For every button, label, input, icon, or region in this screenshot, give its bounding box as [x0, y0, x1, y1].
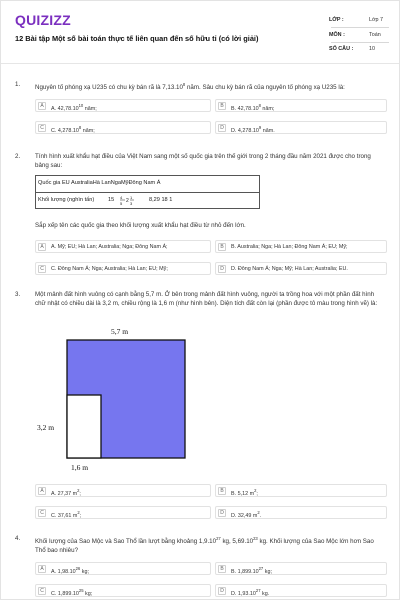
option-text: A. 27,37 $m^2$; — [51, 488, 81, 497]
header-divider — [1, 63, 400, 64]
meta-class-label: LỚP : — [329, 17, 344, 23]
option-text: A. 42,78.10$^{10}$ năm; — [51, 103, 97, 112]
option-text: B. 5,12 $m^2$; — [231, 488, 258, 497]
option-letter: D — [218, 509, 226, 517]
question-1-option-d[interactable] — [215, 121, 387, 134]
option-letter: B — [218, 102, 226, 110]
option-letter: B — [218, 243, 226, 251]
option-text: A. 1,98.10$^{26}$ kg; — [51, 566, 89, 575]
question-1-option-b[interactable] — [215, 99, 387, 112]
option-text: D. Đông Nam Á; Nga; Mỹ; Hà Lan; Australia; EU. — [231, 266, 348, 272]
flower-bed-rectangle — [67, 395, 101, 458]
worksheet-title: 12 Bài tập Một số bài toán thực tế liên quan đến số hữu tỉ (có lời giải) — [15, 34, 259, 43]
table-header-row: Quốc gia EU AustraliaHà LanNgaMỹĐông Nam Á — [38, 180, 161, 186]
question-4-text: Khối lượng của Sao Mộc và Sao Thổ lần lượt bằng khoảng 1,9.10$^{27}$ kg, 5,69.10$^{23}$ kg. Khối lượng của Sao Mộc lớn hơn Sao Thổ bao nhiêu? — [35, 536, 374, 554]
svg-text:4: 4 — [120, 195, 123, 200]
option-text: D. 4,278.10$^9$ năm. — [231, 125, 275, 134]
question-3-option-a[interactable] — [35, 484, 211, 497]
question-1-option-c[interactable] — [35, 121, 211, 134]
meta-count-label: SỐ CÂU : — [329, 46, 354, 52]
question-3-text: Một mảnh đất hình vuông có cạnh bằng 5,7 m. Ở bên trong mảnh đất hình vuông, người ta trồng hoa với một phần đất hình chữ nhật có chiều dài là 3,2 m, chiều rộng là 1,6 m (như hình bên). Diện tích đất còn lại (phần được tô màu trong hình vẽ) là: — [35, 291, 378, 307]
question-4-option-d[interactable] — [215, 584, 387, 597]
option-letter: B — [218, 565, 226, 573]
rect-width-label: 1,6 m — [71, 463, 89, 472]
option-text: C. 37,61 $m^2$; — [51, 510, 82, 519]
option-letter: A — [38, 487, 46, 495]
question-1-option-a[interactable] — [35, 99, 211, 112]
question-2-prompt: Sắp xếp tên các quốc gia theo khối lượng xuất khẩu hạt điều từ nhỏ đến lớn. — [35, 222, 246, 229]
svg-text:2: 2 — [126, 198, 129, 204]
svg-text:1: 1 — [130, 195, 133, 200]
question-2-text: Tính hình xuất khẩu hạt điều của Việt Nam sang một số quốc gia trên thế giới trong 2 tháng đầu năm 2021 được cho trong bảng sau: — [35, 153, 371, 169]
meta-divider — [331, 27, 389, 28]
option-text: C. Đông Nam Á; Nga; Australia; Hà Lan; EU; Mỹ; — [51, 266, 168, 272]
option-letter: C — [38, 509, 46, 517]
meta-subject-value: Toán — [369, 32, 381, 38]
meta-count-value: 10 — [369, 46, 375, 52]
option-letter: A — [38, 243, 46, 251]
question-3-option-d[interactable] — [215, 506, 387, 519]
meta-class-value: Lớp 7 — [369, 17, 384, 23]
option-letter: C — [38, 587, 46, 595]
question-4-number: 4. — [15, 535, 21, 542]
table-row-values: 15 — [108, 197, 115, 203]
table-row-values-b: 8,29 18 1 — [149, 197, 173, 203]
option-text: D. 1,93.10$^{27}$ kg. — [231, 588, 270, 597]
table-row-divider — [36, 192, 259, 193]
question-1-text: Nguyên tố phóng xạ U235 có chu kỳ bán rã là 7,13.10$^8$ năm. Sâu chu kỳ bán rã của nguyên tố phóng xạ U235 là: — [35, 82, 345, 92]
question-2-option-c[interactable] — [35, 262, 211, 275]
option-letter: C — [38, 265, 46, 273]
option-text: A. Mỹ; EU; Hà Lan; Australia; Nga; Đông Nam Á; — [51, 244, 168, 250]
quizizz-logo: QUIZIZZ — [15, 12, 71, 28]
question-3-number: 3. — [15, 291, 21, 298]
option-letter: D — [218, 587, 226, 595]
question-2-option-b[interactable] — [215, 240, 387, 253]
question-1-number: 1. — [15, 81, 21, 88]
side-length-label: 5,7 m — [111, 327, 129, 336]
question-4-option-a[interactable] — [35, 562, 211, 575]
question-3-option-c[interactable] — [35, 506, 211, 519]
question-2-option-a[interactable] — [35, 240, 211, 253]
option-text: C. 4,278.10$^8$ năm; — [51, 125, 95, 134]
option-text: D. 32,49 $m^2$. — [231, 510, 262, 519]
option-letter: C — [38, 124, 46, 132]
option-letter: D — [218, 124, 226, 132]
option-letter: B — [218, 487, 226, 495]
option-text: C. 1,899.10$^{25}$ kg; — [51, 588, 93, 597]
table-fraction-cluster — [120, 194, 134, 207]
meta-subject-label: MÔN : — [329, 32, 345, 38]
worksheet-header — [1, 1, 400, 63]
question-2-option-d[interactable] — [215, 262, 387, 275]
option-text: B. 42,78.10$^8$ năm; — [231, 103, 275, 112]
option-letter: A — [38, 565, 46, 573]
rect-length-label: 3,2 m — [37, 423, 55, 432]
export-table — [35, 175, 260, 209]
table-row-label: Khối lượng (nghìn tấn) — [38, 197, 95, 203]
svg-text:5: 5 — [120, 201, 123, 206]
question-3-option-b[interactable] — [215, 484, 387, 497]
option-letter: A — [38, 102, 46, 110]
land-plot-figure — [35, 323, 205, 475]
option-letter: D — [218, 265, 226, 273]
question-2-number: 2. — [15, 153, 21, 160]
question-4-option-b[interactable] — [215, 562, 387, 575]
question-4-option-c[interactable] — [35, 584, 211, 597]
meta-divider — [331, 42, 389, 43]
svg-text:3: 3 — [130, 201, 133, 206]
option-text: B. Australia; Nga; Hà Lan; Đông Nam Á; EU; Mỹ; — [231, 244, 348, 250]
option-text: B. 1,899.10$^{27}$ kg; — [231, 566, 272, 575]
